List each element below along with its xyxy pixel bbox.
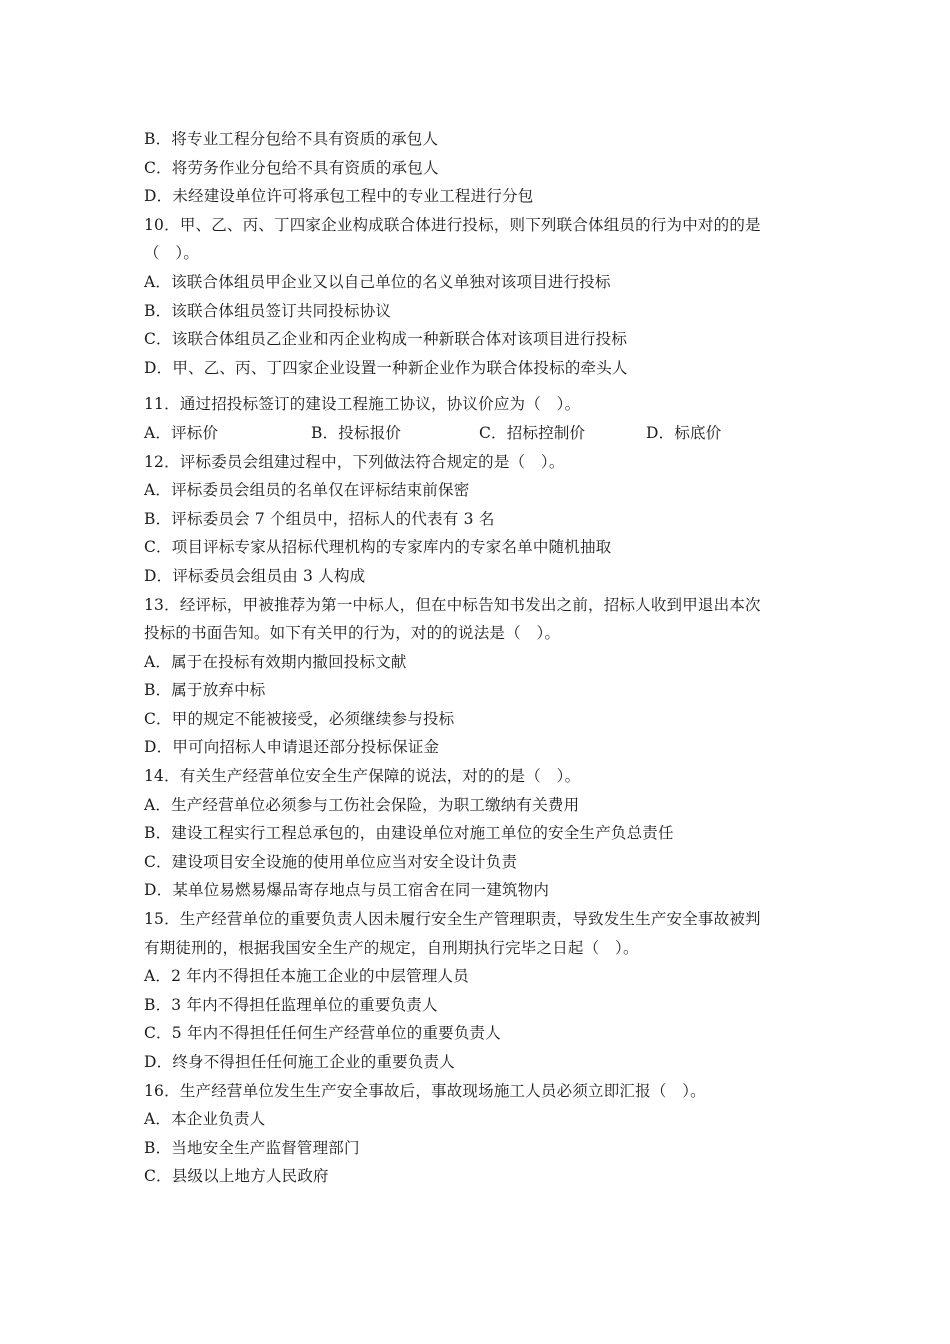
option-line: C．该联合体组员乙企业和丙企业构成一种新联合体对该项目进行投标 <box>144 330 628 349</box>
option-line: D．甲可向招标人申请退还部分投标保证金 <box>144 738 440 757</box>
document-body <box>144 125 814 1191</box>
option-line: A．生产经营单位必须参与工伤社会保险，为职工缴纳有关费用 <box>144 795 580 814</box>
option-line: D．终身不得担任任何施工企业的重要负责人 <box>144 1053 455 1071</box>
option-line: A．本企业负责人 <box>144 1110 266 1129</box>
option-line: B．3 年内不得担任监理单位的重要负责人 <box>144 995 438 1014</box>
option-line: C．建设项目安全设施的使用单位应当对安全设计负责 <box>144 852 518 871</box>
option-d: D．标底价 <box>646 423 722 442</box>
question-10-stem-cont: （ ）。 <box>144 244 200 263</box>
option-line: A．评标委员会组员的名单仅在评标结束前保密 <box>144 481 470 500</box>
question-15-stem: 15．生产经营单位的重要负责人因未履行安全生产管理职责，导致发生生产安全事故被判 <box>144 910 761 929</box>
option-line: B．当地安全生产监督管理部门 <box>144 1138 360 1157</box>
question-13-stem: 13．经评标，甲被推荐为第一中标人，但在中标告知书发出之前，招标人收到甲退出本次 <box>144 595 761 614</box>
option-line: C．5 年内不得担任任何生产经营单位的重要负责人 <box>144 1024 501 1043</box>
question-10-stem: 10．甲、乙、丙、丁四家企业构成联合体进行投标，则下列联合体组员的行为中对的的是 <box>144 215 761 234</box>
option-line: B．将专业工程分包给不具有资质的承包人 <box>144 130 439 148</box>
option-line: B．属于放弃中标 <box>144 681 266 700</box>
option-line: C．县级以上地方人民政府 <box>144 1167 329 1186</box>
question-13-stem-cont: 投标的书面告知。如下有关甲的行为，对的的说法是（ ）。 <box>144 624 561 643</box>
option-line: D．某单位易燃易爆品寄存地点与员工宿舍在同一建筑物内 <box>144 881 550 900</box>
option-line: D．甲、乙、丙、丁四家企业设置一种新企业作为联合体投标的牵头人 <box>144 358 628 377</box>
option-line: B．评标委员会 7 个组员中，招标人的代表有 3 名 <box>144 509 495 528</box>
option-line: A．属于在投标有效期内撤回投标文献 <box>144 652 407 671</box>
question-14-stem: 14．有关生产经营单位安全生产保障的说法，对的的是（ ）。 <box>144 767 581 786</box>
question-11-stem: 11．通过招投标签订的建设工程施工协议，协议价应为（ ）。 <box>144 395 581 414</box>
option-line: C．将劳务作业分包给不具有资质的承包人 <box>144 158 439 177</box>
option-line: A．2 年内不得担任本施工企业的中层管理人员 <box>144 967 469 986</box>
option-line: B．建设工程实行工程总承包的，由建设单位对施工单位的安全生产负总责任 <box>144 824 674 843</box>
option-c: C．招标控制价 <box>479 423 586 442</box>
option-line: C．甲的规定不能被接受，必须继续参与投标 <box>144 709 455 728</box>
question-11-options <box>144 419 814 448</box>
question-16-stem: 16．生产经营单位发生生产安全事故后，事故现场施工人员必须立即汇报（ ）。 <box>144 1081 706 1100</box>
paragraph-spacer <box>144 382 814 390</box>
option-line: C．项目评标专家从招标代理机构的专家库内的专家名单中随机抽取 <box>144 538 612 557</box>
option-line: D．未经建设单位许可将承包工程中的专业工程进行分包 <box>144 187 534 206</box>
option-line: A．该联合体组员甲企业又以自己单位的名义单独对该项目进行投标 <box>144 272 611 291</box>
option-line: D．评标委员会组员由 3 人构成 <box>144 566 366 585</box>
option-line: B．该联合体组员签订共同投标协议 <box>144 301 392 320</box>
question-12-stem: 12．评标委员会组建过程中，下列做法符合规定的是（ ）。 <box>144 452 565 471</box>
option-b: B．投标报价 <box>311 423 402 442</box>
option-a: A．评标价 <box>144 423 219 442</box>
question-15-stem-cont: 有期徒刑的，根据我国安全生产的规定，自刑期执行完毕之日起（ ）。 <box>144 938 639 957</box>
